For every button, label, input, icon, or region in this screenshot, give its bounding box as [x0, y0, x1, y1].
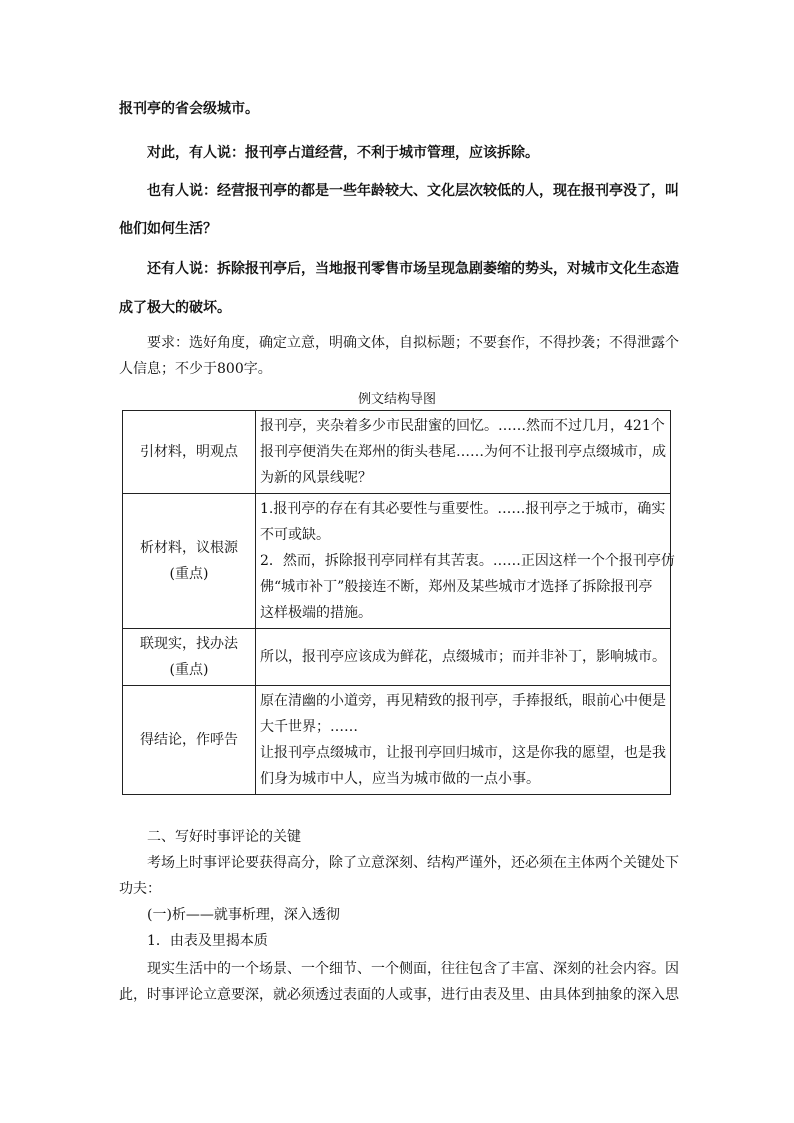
- label-line: 联现实，找办法: [140, 636, 238, 652]
- body-line: 此，时事评论立意要深，就必须透过表面的人或事，进行由表及里、由具体到抽象的深入思: [119, 987, 679, 1003]
- content-line: 这样极端的措施。: [260, 605, 372, 621]
- content-line: 们身为城市中人，应当为城市做的一点小事。: [260, 771, 540, 787]
- requirement-line: 人信息；不少于800字。: [119, 361, 272, 377]
- table-row-label: [123, 494, 256, 629]
- section-intro-line: 考场上时事评论要获得高分，除了立意深刻、结构严谨外，还必须在主体两个关键处下: [147, 855, 679, 871]
- table-row-content: [256, 629, 671, 686]
- body-line: 现实生活中的一个场景、一个细节、一个侧面，往往包含了丰富、深刻的社会内容。因: [147, 961, 679, 977]
- table-row: [123, 411, 671, 494]
- content-line: 让报刊亭点缀城市，让报刊亭回归城市，这是你我的愿望，也是我: [260, 745, 666, 761]
- table-row: [123, 629, 671, 686]
- subsection-heading: (一)析——就事析理，深入透彻: [147, 907, 340, 923]
- requirement-line: 要求：选好角度，确定立意，明确文体，自拟标题；不要套作，不得抄袭；不得泄露个: [147, 335, 679, 351]
- section-heading: 二、写好时事评论的关键: [147, 829, 301, 845]
- label-line: 析材料，议根源: [140, 540, 238, 556]
- label-line: 引材料，明观点: [140, 444, 238, 460]
- subsection-item: 1．由表及里揭本质: [147, 933, 268, 949]
- table-row: [123, 494, 671, 629]
- content-line: 佛“城市补丁”般接连不断，郑州及某些城市才选择了拆除报刊亭: [260, 579, 653, 595]
- table-row-label: [123, 411, 256, 494]
- label-line: 得结论，作呼告: [140, 732, 238, 748]
- table-caption: 例文结构导图: [357, 392, 436, 407]
- table-row: [123, 686, 671, 795]
- content-line: 2．然而，拆除报刊亭同样有其苦衷。……正因这样一个个报刊亭仿: [260, 553, 675, 569]
- table-row-label: [123, 629, 256, 686]
- paragraph-line: 对此，有人说：报刊亭占道经营，不利于城市管理，应该拆除。: [147, 145, 539, 161]
- content-line: 1.报刊亭的存在有其必要性与重要性。……报刊亭之于城市，确实: [260, 501, 666, 517]
- content-line: 大千世界；……: [260, 719, 358, 735]
- paragraph-line: 他们如何生活？: [119, 221, 217, 237]
- paragraph-line: 也有人说：经营报刊亭的都是一些年龄较大、文化层次较低的人，现在报刊亭没了，叫: [147, 183, 679, 199]
- content-line: 所以，报刊亭应该成为鲜花，点缀城市；而并非补丁，影响城市。: [260, 649, 666, 665]
- content-line: 报刊亭，夹杂着多少市民甜蜜的回忆。……然而不过几月，421个: [260, 418, 665, 434]
- content-line: 不可或缺。: [260, 527, 330, 543]
- label-line: (重点): [169, 566, 209, 582]
- label-line: (重点): [169, 662, 209, 678]
- structure-table: [122, 410, 675, 795]
- paragraph-line: 成了极大的破坏。: [119, 300, 231, 316]
- paragraph-line: 还有人说：拆除报刊亭后，当地报刊零售市场呈现急剧萎缩的势头，对城市文化生态造: [147, 261, 679, 277]
- table-row-content: [256, 494, 675, 629]
- content-line: 原在清幽的小道旁，再见精致的报刊亭，手捧报纸，眼前心中便是: [260, 693, 666, 709]
- table-row-content: [256, 686, 671, 795]
- section-intro-line: 功夫：: [119, 881, 161, 897]
- table-row-content: [256, 411, 671, 494]
- table-row-label: [123, 686, 256, 795]
- content-line: 报刊亭便消失在郑州的街头巷尾……为何不让报刊亭点缀城市，成: [260, 444, 666, 460]
- paragraph-line: 报刊亭的省会级城市。: [119, 101, 259, 117]
- content-line: 为新的风景线呢？: [260, 470, 372, 486]
